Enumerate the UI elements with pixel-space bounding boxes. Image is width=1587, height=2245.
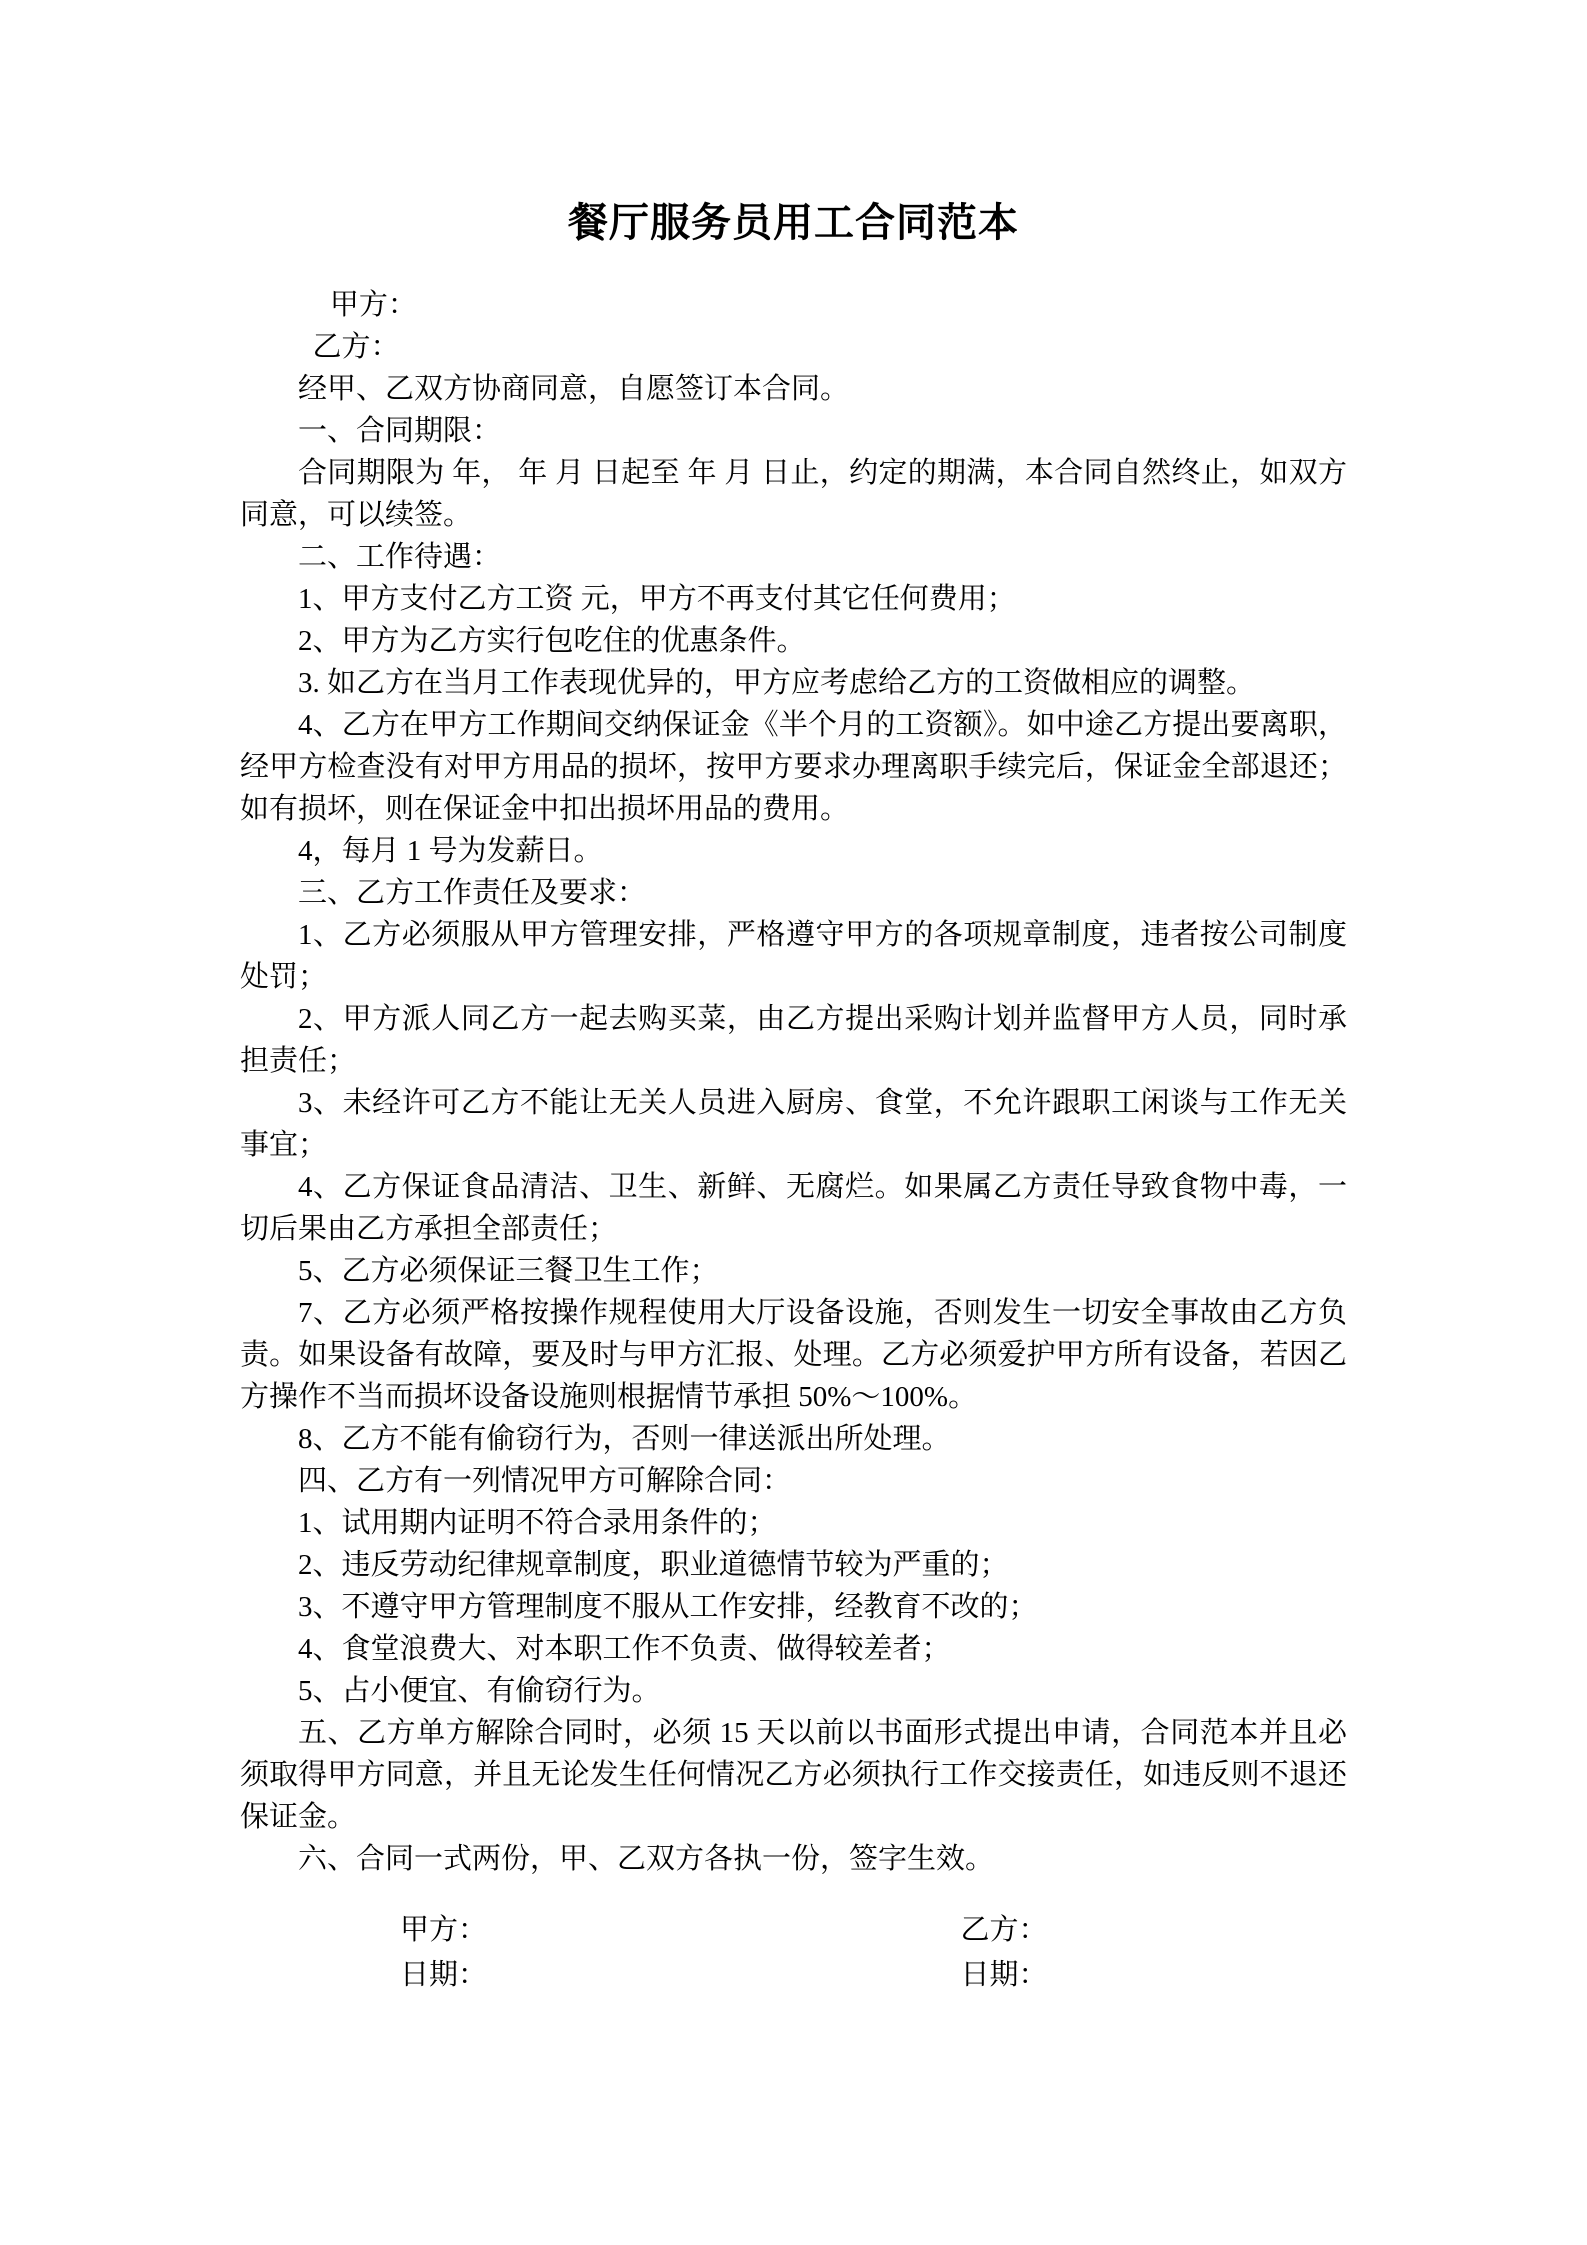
paragraph: 甲方： [329, 289, 417, 321]
paragraph: 7、乙方必须严格按操作规程使用大厅设备设施，否则发生一切安全事故由乙方负责。如果设备有故障，要及时与甲方汇报、处理。乙方必须爱护甲方所有设备，若因乙方操作不当而损坏设备设施则根据情节承担 50%～100%。 [240, 1297, 1347, 1413]
paragraph: 二、工作待遇： [298, 541, 502, 573]
document-title: 餐厅服务员用工合同范本 [568, 200, 1019, 245]
paragraph: 3、不遵守甲方管理制度不服从工作安排，经教育不改的； [298, 1591, 1038, 1623]
paragraph: 四、乙方有一列情况甲方可解除合同： [298, 1465, 792, 1497]
paragraph: 1、试用期内证明不符合录用条件的； [298, 1507, 777, 1539]
paragraph: 5、乙方必须保证三餐卫生工作； [298, 1255, 719, 1287]
paragraph: 乙方： [312, 331, 400, 363]
paragraph: 2、违反劳动纪律规章制度，职业道德情节较为严重的； [298, 1549, 1009, 1581]
paragraph: 2、甲方为乙方实行包吃住的优惠条件。 [298, 625, 806, 657]
paragraph: 一、合同期限： [298, 415, 502, 447]
paragraph: 3、未经许可乙方不能让无关人员进入厨房、食堂，不允许跟职工闲谈与工作无关事宜； [240, 1087, 1347, 1161]
paragraph: 1、甲方支付乙方工资 元，甲方不再支付其它任何费用； [298, 583, 1016, 615]
paragraph: 4，每月 1 号为发薪日。 [298, 835, 603, 867]
paragraph: 8、乙方不能有偷窃行为，否则一律送派出所处理。 [298, 1423, 951, 1455]
paragraph: 4、乙方保证食品清洁、卫生、新鲜、无腐烂。如果属乙方责任导致食物中毒，一切后果由乙方承担全部责任； [240, 1171, 1347, 1245]
paragraph: 4、乙方在甲方工作期间交纳保证金《半个月的工资额》。如中途乙方提出要离职，经甲方检查没有对甲方用品的损坏，按甲方要求办理离职手续完后，保证金全部退还；如有损坏，则在保证金中扣出损坏用品的费用。 [240, 709, 1347, 825]
paragraph: 1、乙方必须服从甲方管理安排，严格遵守甲方的各项规章制度，违者按公司制度处罚； [240, 919, 1347, 993]
paragraph: 经甲、乙双方协商同意，自愿签订本合同。 [298, 373, 850, 405]
paragraph: 五、乙方单方解除合同时，必须 15 天以前以书面形式提出申请，合同范本并且必须取得甲方同意，并且无论发生任何情况乙方必须执行工作交接责任，如违反则不退还保证金。 [240, 1717, 1347, 1833]
paragraph: 合同期限为 年， 年 月 日起至 年 月 日止，约定的期满，本合同自然终止，如双方同意，可以续签。 [240, 457, 1347, 531]
paragraph: 三、乙方工作责任及要求： [298, 877, 647, 909]
party-b-signature-label: 乙方： [960, 1914, 1048, 1946]
signature-block [240, 1908, 1347, 1998]
party-a-date-label: 日期： [400, 1959, 488, 1991]
signature-party-a [400, 1908, 960, 1998]
paragraph: 3. 如乙方在当月工作表现优异的，甲方应考虑给乙方的工资做相应的调整。 [298, 667, 1256, 699]
party-b-date-label: 日期： [960, 1959, 1048, 1991]
paragraph: 4、食堂浪费大、对本职工作不负责、做得较差者； [298, 1633, 951, 1665]
paragraph: 2、甲方派人同乙方一起去购买菜，由乙方提出采购计划并监督甲方人员，同时承担责任； [240, 1003, 1347, 1077]
party-a-signature-label: 甲方： [400, 1914, 488, 1946]
signature-party-b [960, 1908, 1347, 1998]
document-body [240, 284, 1347, 1880]
paragraph: 5、占小便宜、有偷窃行为。 [298, 1675, 661, 1707]
paragraph: 六、合同一式两份，甲、乙双方各执一份，签字生效。 [298, 1843, 995, 1875]
